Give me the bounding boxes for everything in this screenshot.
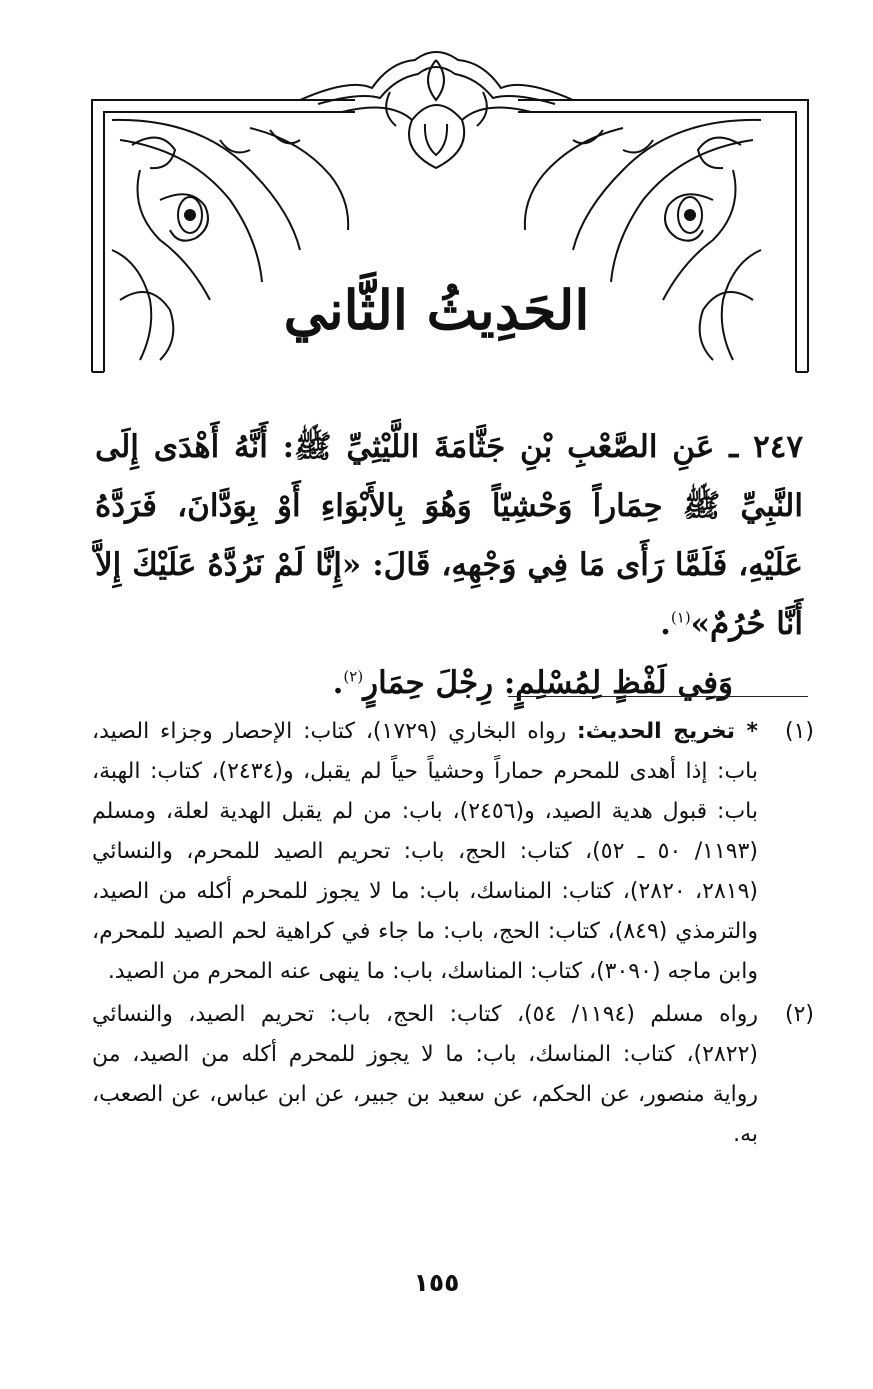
- footnote-number: (١): [784, 719, 814, 744]
- hadith-variant-text: وَفِي لَفْظٍ لِمُسْلِمٍ: رِجْلَ حِمَارٍ: [363, 665, 733, 701]
- footnote-ref-2: (٢): [343, 667, 364, 686]
- footnote-number: (٢): [784, 1002, 814, 1027]
- footnote-lead: * تخريج الحديث:: [576, 719, 758, 744]
- footnote-item: [92, 712, 814, 992]
- footnote-body: رواه البخاري (١٧٢٩)، كتاب: الإحصار وجزاء الصيد، باب: إذا أهدى للمحرم حماراً وحشياً حياً لم يقبل، و(٢٤٣٤)، كتاب: الهبة، باب: قبول هدية الصيد، و(٢٤٥٦)، باب: من لم يقبل الهدية لعلة، ومسلم (١١٩٣/ ٥٠ ـ ٥٢)، كتاب: الحج، باب: تحريم الصيد للمحرم، والنسائي (٢٨١٩، ٢٨٢٠)، كتاب: المناسك، باب: ما لا يجوز للمحرم أكله من الصيد، والترمذي (٨٤٩)، كتاب: الحج، باب: ما جاء في كراهية لحم الصيد للمحرم، وابن ماجه (٣٠٩٠)، كتاب: المناسك، باب: ما ينهى عنه المحرم من الصيد.: [92, 719, 759, 984]
- footnotes: [92, 712, 814, 1158]
- hadith-number: ٢٤٧: [753, 429, 804, 465]
- hadith-body-end: .: [660, 606, 671, 642]
- hadith-text: [95, 418, 803, 713]
- footnote-text: [92, 995, 758, 1155]
- footnote-item: [92, 995, 814, 1155]
- footnote-divider: [508, 696, 808, 697]
- footnote-text: [92, 712, 758, 992]
- page-title: الحَدِيثُ الثَّاني: [283, 278, 590, 342]
- footnote-body: رواه مسلم (١١٩٤/ ٥٤)، كتاب: الحج، باب: تحريم الصيد، والنسائي (٢٨٢٢)، كتاب: المناسك، باب: ما لا يجوز للمحرم أكله من الصيد، من رواية منصور، عن الحكم، عن سعيد بن جبير، عن ابن عباس، عن الصعب، به.: [92, 1002, 759, 1147]
- hadith-dash: ـ: [714, 429, 739, 465]
- footnote-ref-1: (١): [670, 608, 691, 627]
- hadith-body: عَنِ الصَّعْبِ بْنِ جَثَّامَةَ اللَّيْثِيِّ ﷺ: أَنَّهُ أَهْدَى إِلَى النَّبِيِّ ﷺ حِمَاراً وَحْشِيّاً وَهُوَ بِالأَبْوَاءِ أَوْ بِوَدَّانَ، فَرَدَّهُ عَلَيْهِ، فَلَمَّا رَأَى مَا فِي وَجْهِهِ، قَالَ: «إِنَّا لَمْ نَرُدَّهُ عَلَيْكَ إِلاَّ أَنَّا حُرُمٌ»: [95, 429, 803, 642]
- hadith-variant-end: .: [332, 665, 344, 701]
- page-number: ١٥٥: [413, 1268, 460, 1297]
- hadith-paragraph: [95, 418, 803, 654]
- hadith-variant: [95, 654, 803, 713]
